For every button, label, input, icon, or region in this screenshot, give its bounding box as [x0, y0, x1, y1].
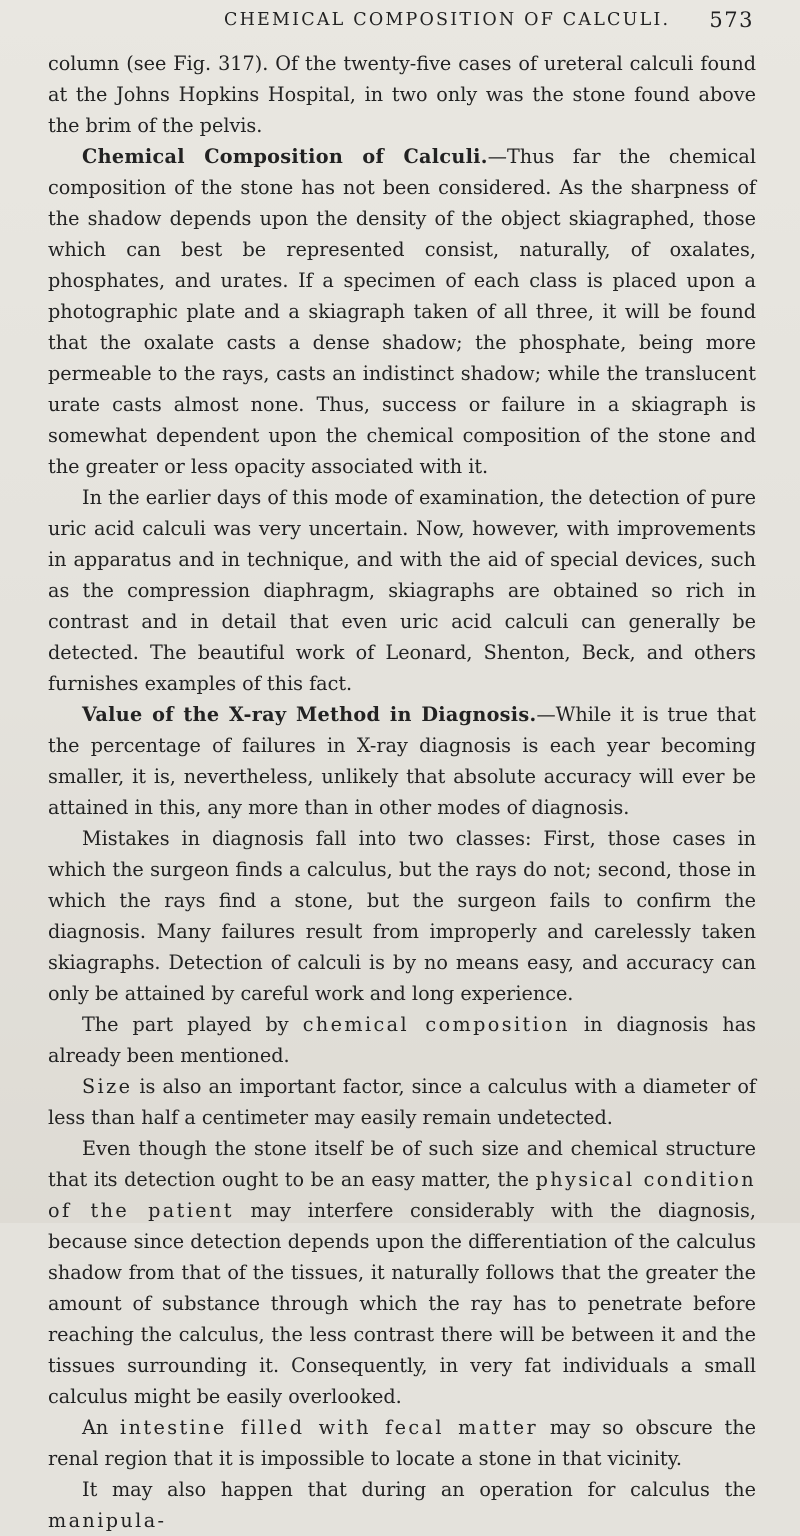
paragraph-text: may interfere considerably with the diagnosis, because since detection depends upon the differentiation of the calculus shadow from that of the tissues, it naturally follows that the greater the amount of substance through which the ray has to penetrate before reaching the calculus, the less contrast there will be between it and the tissues surrounding it. Consequently, in very fat individuals a small calculus might be easily overlooked. — [48, 1199, 757, 1408]
paragraph-text: column (see Fig. 317). Of the twenty-five cases of ureteral calculi found at the Johns Hopkins Hospital, in two only was the stone found above the brim of the pelvis. — [48, 52, 756, 137]
paragraph-text: may so obscure the renal region that it is impossible to locate a stone in that vicinity. — [48, 1416, 756, 1470]
paragraph-text: It may also happen that during an operation for calculus the — [82, 1478, 756, 1501]
page-number: 573 — [709, 8, 754, 32]
paragraph-8 — [48, 1133, 756, 1412]
page-header — [48, 6, 756, 48]
paragraph-2 — [48, 141, 756, 482]
paragraph-3 — [48, 482, 756, 699]
paragraph-6 — [48, 1009, 756, 1071]
paragraph-text: is also an important factor, since a calculus with a diameter of less than half a centimeter may easily remain undetected. — [48, 1075, 756, 1129]
section-heading-value-of-xray: Value of the X-ray Method in Diagnosis. — [82, 703, 537, 726]
paragraph-text: in diagnosis has already been mentioned. — [48, 1013, 756, 1067]
paragraph-1 — [48, 48, 756, 141]
spaced-emphasis: Size — [82, 1075, 133, 1098]
paragraph-text: —Thus far the chemical composition of the stone has not been considered. As the sharpness of the shadow depends upon the density of the object skiagraphed, those which can best be represented consist, naturally, of oxalates, phosphates, and urates. If a specimen of each class is placed upon a photographic plate and a skiagraph taken of all three, it will be found that the oxalate casts a dense shadow; the phosphate, being more permeable to the rays, casts an indistinct shadow; while the translucent urate casts almost none. Thus, success or failure in a skiagraph is somewhat dependent upon the chemical composition of the stone and the greater or less opacity associated with it. — [48, 145, 756, 478]
paragraph-text: Even though the stone itself be of such size and chemical structure that its detection ought to be an easy matter, the — [48, 1137, 756, 1191]
body-text — [48, 48, 756, 1536]
paragraph-text: The part played by — [82, 1013, 303, 1036]
paragraph-4 — [48, 699, 756, 823]
paragraph-text: —While it is true that the percentage of failures in X-ray diagnosis is each year becoming smaller, it is, nevertheless, unlikely that absolute accuracy will ever be attained in this, any more than in other modes of diagnosis. — [48, 703, 757, 819]
paragraph-text: Mistakes in diagnosis fall into two classes: First, those cases in which the surgeon finds a calculus, but the rays do not; second, those in which the rays find a stone, but the surgeon fails to confirm the diagnosis. Many failures result from improperly and carelessly taken skiagraphs. Detection of calculi is by no means easy, and accuracy can only be attained by careful work and long experience. — [48, 827, 756, 1005]
paragraph-5 — [48, 823, 756, 1009]
spaced-emphasis: chemical composition — [302, 1013, 570, 1036]
running-title: CHEMICAL COMPOSITION OF CALCULI. — [224, 10, 671, 30]
spaced-emphasis: manipula- — [48, 1509, 167, 1532]
paragraph-7 — [48, 1071, 756, 1133]
paragraph-9 — [48, 1412, 756, 1474]
spaced-emphasis: physical condition of the patient — [48, 1168, 756, 1222]
paragraph-10 — [48, 1474, 756, 1536]
spaced-emphasis: intestine filled with fecal matter — [120, 1416, 539, 1439]
paragraph-text: An — [82, 1416, 121, 1439]
section-heading-chemical-composition: Chemical Composition of Calculi. — [82, 145, 488, 168]
paragraph-text: In the earlier days of this mode of examination, the detection of pure uric acid calculi was very uncertain. Now, however, with improvements in apparatus and in technique, and with the aid of special devices, such as the compression diaphragm, skiagraphs are obtained so rich in contrast and in detail that even uric acid calculi can generally be detected. The beautiful work of Leonard, Shenton, Beck, and others furnishes examples of this fact. — [48, 486, 756, 695]
